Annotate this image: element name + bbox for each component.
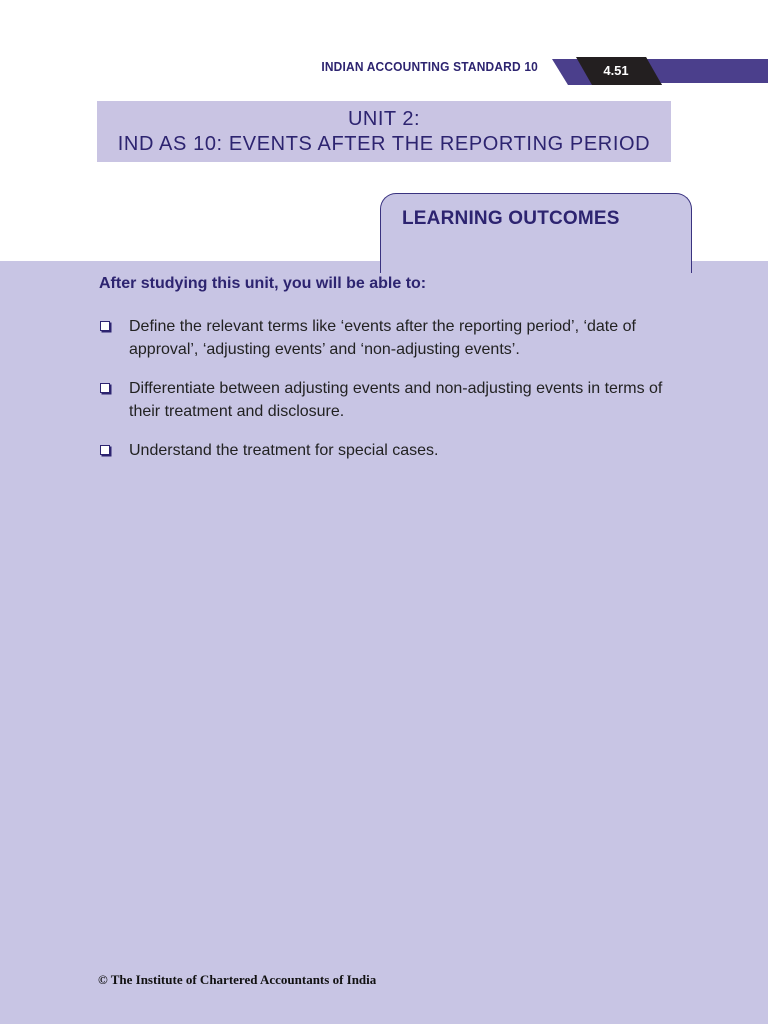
outcome-item — [99, 439, 689, 462]
checkbox-bullet-icon — [100, 383, 110, 393]
unit-number: UNIT 2: — [347, 108, 421, 130]
header-ribbon — [552, 57, 768, 85]
outcome-item — [99, 315, 689, 361]
outcomes-list — [99, 315, 689, 478]
learning-outcomes-tab — [380, 193, 692, 273]
outcomes-intro: After studying this unit, you will be able to: — [99, 275, 427, 292]
outcome-item — [99, 377, 689, 423]
checkbox-bullet-icon — [100, 321, 110, 331]
page-number: 4.51 — [603, 63, 629, 78]
outcome-text: Differentiate between adjusting events and non-adjusting events in terms of their treatment and disclosure. — [129, 380, 663, 420]
outcome-text: Understand the treatment for special cases. — [129, 442, 439, 459]
footer-copyright: © The Institute of Chartered Accountants of India — [98, 972, 377, 987]
unit-title: IND AS 10: EVENTS AFTER THE REPORTING PERIOD — [117, 133, 651, 155]
learning-outcomes-heading: LEARNING OUTCOMES — [402, 208, 620, 229]
running-header-title: INDIAN ACCOUNTING STANDARD 10 — [321, 59, 538, 74]
unit-title-box — [97, 101, 671, 162]
outcome-text: Define the relevant terms like ‘events after the reporting period’, ‘date of approval’, ‘adjusting events’ and ‘non-adjusting events’. — [129, 318, 636, 358]
checkbox-bullet-icon — [100, 445, 110, 455]
